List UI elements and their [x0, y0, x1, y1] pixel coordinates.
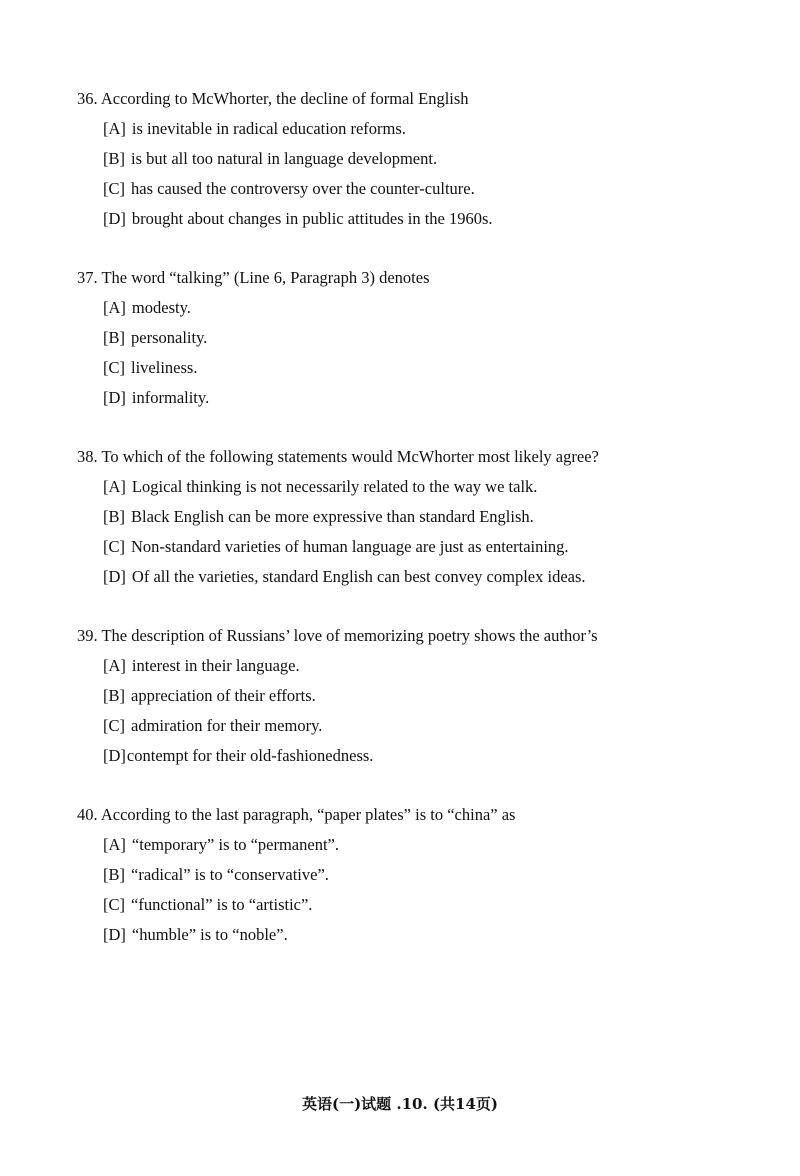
option-label: [D]: [103, 209, 126, 228]
option-label: [C]: [103, 716, 125, 735]
option-text: is but all too natural in language development.: [131, 149, 438, 168]
option-label: [C]: [103, 895, 125, 914]
option-label: [C]: [103, 358, 125, 377]
option-a: [103, 834, 339, 856]
option-text: Logical thinking is not necessarily related to the way we talk.: [131, 477, 538, 496]
option-label: [D]: [103, 388, 126, 407]
option-text: is inevitable in radical education reforms.: [131, 119, 406, 138]
option-a: [103, 476, 537, 498]
question-stem: 38. To which of the following statements would McWhorter most likely agree?: [77, 447, 599, 466]
option-c: [103, 894, 312, 916]
page-footer: 英语(一)试题 .10. (共14页): [301, 1095, 499, 1113]
question-stem: 36. According to McWhorter, the decline of formal English: [77, 89, 469, 108]
option-label: [B]: [103, 686, 125, 705]
option-label: [B]: [103, 865, 125, 884]
option-d: [103, 566, 586, 588]
option-b: [103, 148, 437, 170]
option-c: [103, 357, 197, 379]
option-label: [A]: [103, 119, 126, 138]
option-label: [A]: [103, 298, 126, 317]
option-a: [103, 655, 300, 677]
option-label: [D]: [103, 567, 126, 586]
option-text: personality.: [131, 328, 208, 347]
option-d: [103, 745, 373, 767]
option-label: [D]: [103, 746, 126, 765]
option-text: brought about changes in public attitudes in the 1960s.: [131, 209, 493, 228]
option-text: Of all the varieties, standard English can best convey complex ideas.: [131, 567, 586, 586]
question-stem: 37. The word “talking” (Line 6, Paragraph 3) denotes: [77, 268, 430, 287]
option-text: contempt for their old-fashionedness.: [126, 746, 374, 765]
option-text: has caused the controversy over the counter-culture.: [131, 179, 475, 198]
option-label: [A]: [103, 656, 126, 675]
option-b: [103, 864, 329, 886]
option-text: admiration for their memory.: [131, 716, 323, 735]
option-text: appreciation of their efforts.: [131, 686, 316, 705]
option-text: liveliness.: [131, 358, 198, 377]
question-stem: 39. The description of Russians’ love of memorizing poetry shows the author’s: [77, 626, 598, 645]
option-label: [A]: [103, 835, 126, 854]
option-c: [103, 536, 569, 558]
option-text: “functional” is to “artistic”.: [131, 895, 313, 914]
option-c: [103, 178, 475, 200]
question-stem: 40. According to the last paragraph, “paper plates” is to “china” as: [77, 805, 516, 824]
option-text: “radical” is to “conservative”.: [131, 865, 329, 884]
option-label: [B]: [103, 507, 125, 526]
option-label: [C]: [103, 179, 125, 198]
option-text: Black English can be more expressive than standard English.: [131, 507, 534, 526]
option-label: [B]: [103, 328, 125, 347]
option-a: [103, 118, 406, 140]
option-text: informality.: [131, 388, 210, 407]
option-label: [A]: [103, 477, 126, 496]
option-text: interest in their language.: [131, 656, 300, 675]
option-b: [103, 506, 534, 528]
option-label: [B]: [103, 149, 125, 168]
option-d: [103, 387, 209, 409]
option-text: modesty.: [131, 298, 191, 317]
option-d: [103, 924, 288, 946]
option-d: [103, 208, 493, 230]
option-text: “humble” is to “noble”.: [131, 925, 288, 944]
option-b: [103, 327, 207, 349]
option-label: [D]: [103, 925, 126, 944]
option-text: Non-standard varieties of human language are just as entertaining.: [131, 537, 569, 556]
option-a: [103, 297, 191, 319]
option-b: [103, 685, 316, 707]
option-c: [103, 715, 322, 737]
option-text: “temporary” is to “permanent”.: [131, 835, 339, 854]
option-label: [C]: [103, 537, 125, 556]
